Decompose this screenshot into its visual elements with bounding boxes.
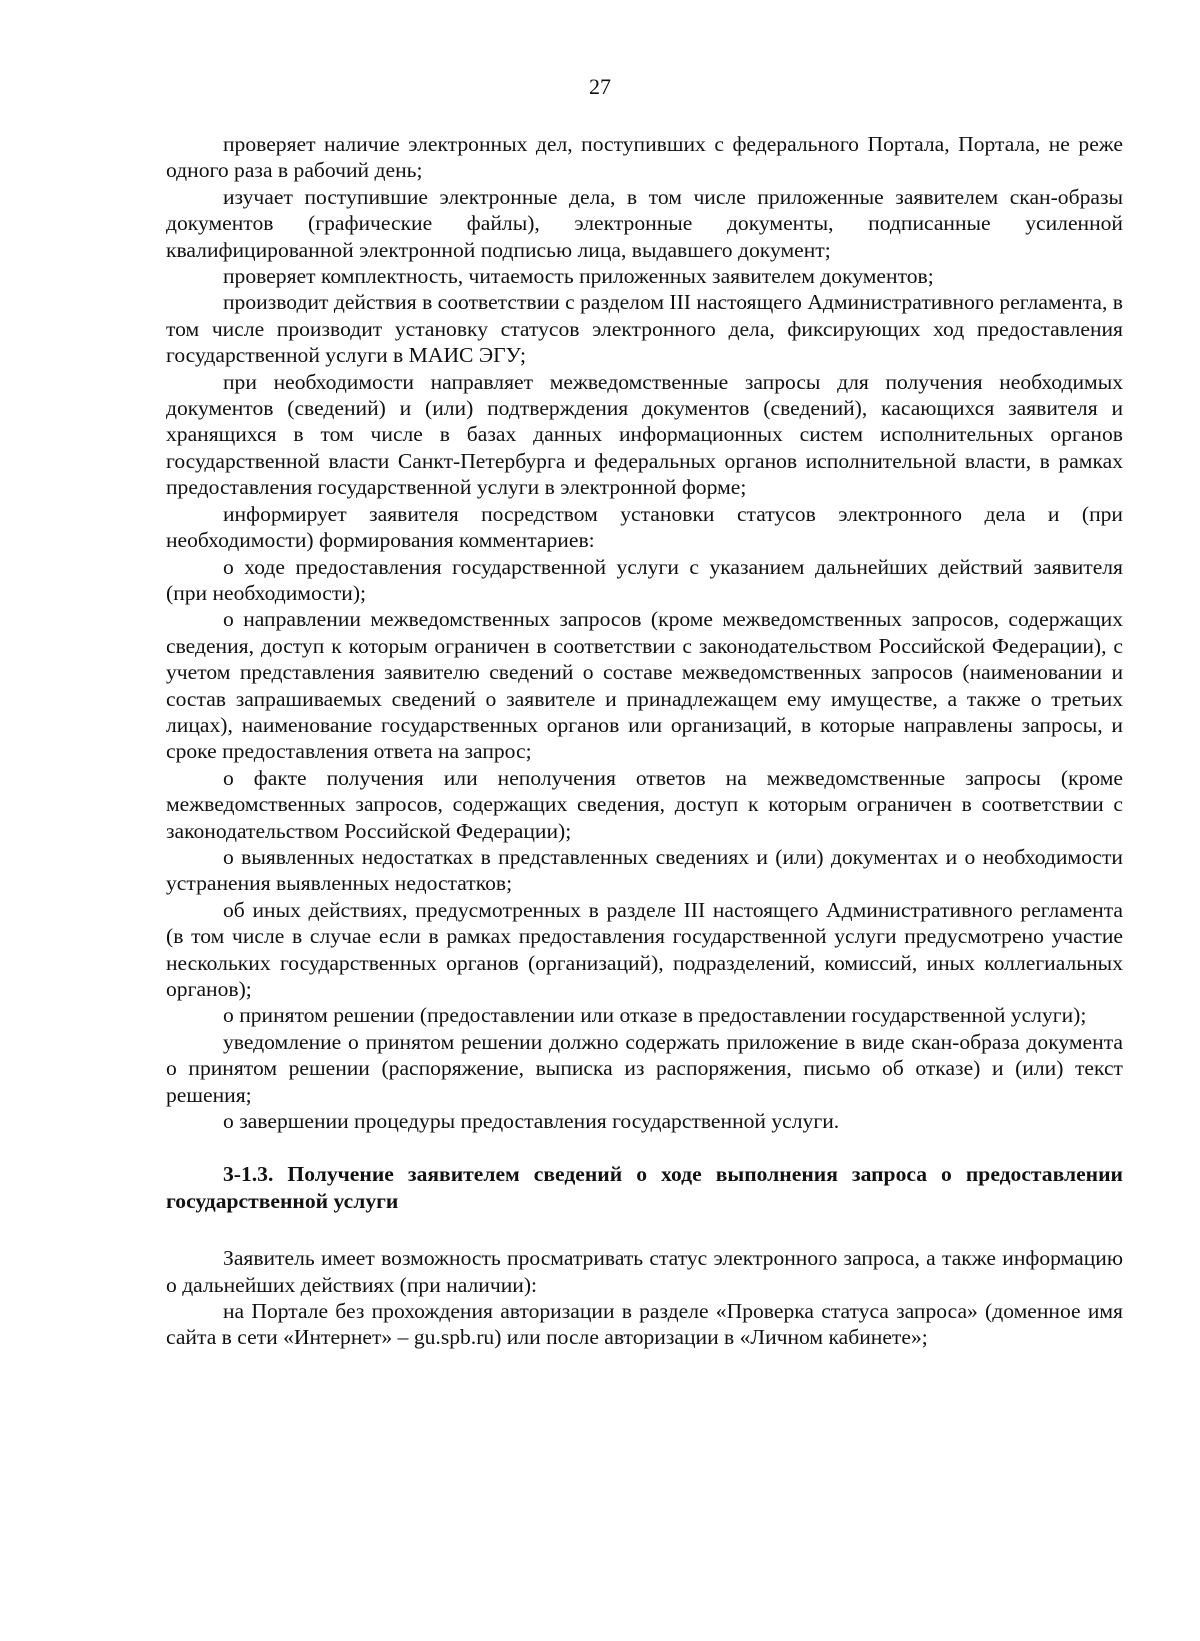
document-body: [166, 131, 1123, 1351]
paragraph: уведомление о принятом решении должно содержать приложение в виде скан-образа документа о принятом решении (распоряжение, выписка из распоряжения, письмо об отказе) и (или) текст решения;: [166, 1029, 1123, 1107]
paragraph: изучает поступившие электронные дела, в том числе приложенные заявителем скан-образы документов (графические файлы), электронные документы, подписанные усиленной квалифицированной электронной подписью лица, выдавшего документ;: [166, 184, 1123, 262]
paragraph: о направлении межведомственных запросов (кроме межведомственных запросов, содержащих сведения, доступ к которым ограничен в соответствии с законодательством Российской Федерации), с учетом представления заявителю сведений о составе межведомственных запросов (наименовании и состав запрашиваемых сведений о заявителе и принадлежащем ему имуществе, а также о третьих лицах), наименование государственных органов или организаций, в которые направлены запросы, и сроке предоставления ответа на запрос;: [166, 607, 1123, 764]
paragraph: производит действия в соответствии с разделом III настоящего Административного регламента, в том числе производит установку статусов электронного дела, фиксирующих ход предоставления государственной услуги в МАИС ЭГУ;: [166, 290, 1123, 368]
section-heading: 3-1.3. Получение заявителем сведений о ходе выполнения запроса о предоставлении государственной услуги: [166, 1162, 1123, 1213]
paragraph: о завершении процедуры предоставления государственной услуги.: [223, 1109, 840, 1134]
paragraph: о ходе предоставления государственной услуги с указанием дальнейших действий заявителя (при необходимости);: [166, 554, 1123, 605]
paragraph: об иных действиях, предусмотренных в разделе III настоящего Административного регламента (в том числе в случае если в рамках предоставления государственной услуги предусмотрено участие нескольких государственных органов (организаций), подразделений, комиссий, иных коллегиальных органов);: [166, 897, 1123, 1001]
paragraph: на Портале без прохождения авторизации в разделе «Проверка статуса запроса» (доменное имя сайта в сети «Интернет» – gu.spb.ru) или после авторизации в «Личном кабинете»;: [166, 1299, 1123, 1350]
paragraph: о принятом решении (предоставлении или отказе в предоставлении государственной услуги);: [223, 1003, 1087, 1028]
paragraph: проверяет комплектность, читаемость приложенных заявителем документов;: [223, 264, 934, 289]
paragraph: Заявитель имеет возможность просматривать статус электронного запроса, а также информацию о дальнейших действиях (при наличии):: [166, 1246, 1123, 1297]
paragraph: при необходимости направляет межведомственные запросы для получения необходимых документов (сведений) и (или) подтверждения документов (сведений), касающихся заявителя и хранящихся в том числе в базах данных информационных систем исполнительных органов государственной власти Санкт-Петербурга и федеральных органов исполнительной власти, в рамках предоставления государственной услуги в электронной форме;: [166, 369, 1123, 500]
paragraph: информирует заявителя посредством установки статусов электронного дела и (при необходимости) формирования комментариев:: [166, 501, 1123, 553]
paragraph: о факте получения или неполучения ответов на межведомственные запросы (кроме межведомственных запросов, содержащих сведения, доступ к которым ограничен в соответствии с законодательством Российской Федерации);: [166, 765, 1123, 843]
page-number: 27: [589, 74, 611, 99]
paragraph: проверяет наличие электронных дел, поступивших с федерального Портала, Портала, не реже одного раза в рабочий день;: [166, 132, 1123, 183]
paragraph: о выявленных недостатках в представленных сведениях и (или) документах и о необходимости устранения выявленных недостатков;: [166, 844, 1123, 896]
